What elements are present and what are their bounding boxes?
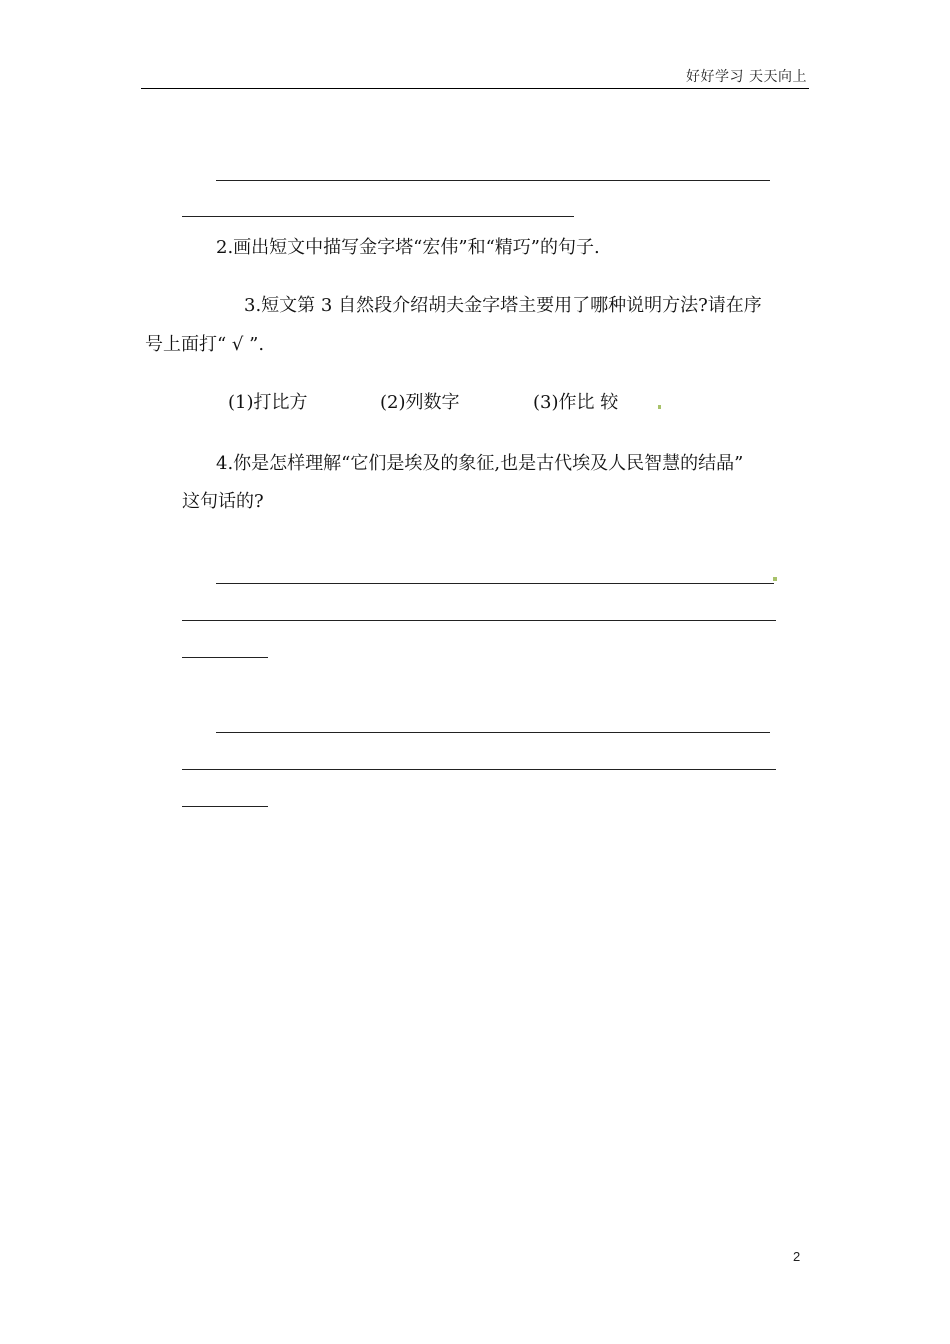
page-number: 2 <box>793 1249 801 1264</box>
option-1: (1)打比方 <box>228 392 308 413</box>
answer-line <box>216 583 774 584</box>
answer-line <box>182 769 776 770</box>
option-2: (2)列数字 <box>380 392 460 413</box>
scan-speck <box>773 577 777 581</box>
question-4-line-2: 这句话的? <box>182 491 264 512</box>
header-rule <box>141 88 809 89</box>
question-2: 2.画出短文中描写金字塔“宏伟”和“精巧”的句子. <box>216 237 600 258</box>
header-text: 好好学习 天天向上 <box>686 69 807 85</box>
scan-speck <box>658 405 661 409</box>
answer-line <box>182 620 776 621</box>
option-3: (3)作比 较 <box>533 392 619 413</box>
question-4-line-1: 4.你是怎样理解“它们是埃及的象征,也是古代埃及人民智慧的结晶” <box>216 453 744 474</box>
answer-line <box>182 657 268 658</box>
answer-line <box>182 216 574 217</box>
answer-line <box>182 806 268 807</box>
answer-line <box>216 180 770 181</box>
question-3-line-1: 3.短文第 3 自然段介绍胡夫金字塔主要用了哪种说明方法?请在序 <box>244 295 762 316</box>
answer-line <box>216 732 770 733</box>
question-3-line-2: 号上面打“ √ ”. <box>145 334 265 355</box>
